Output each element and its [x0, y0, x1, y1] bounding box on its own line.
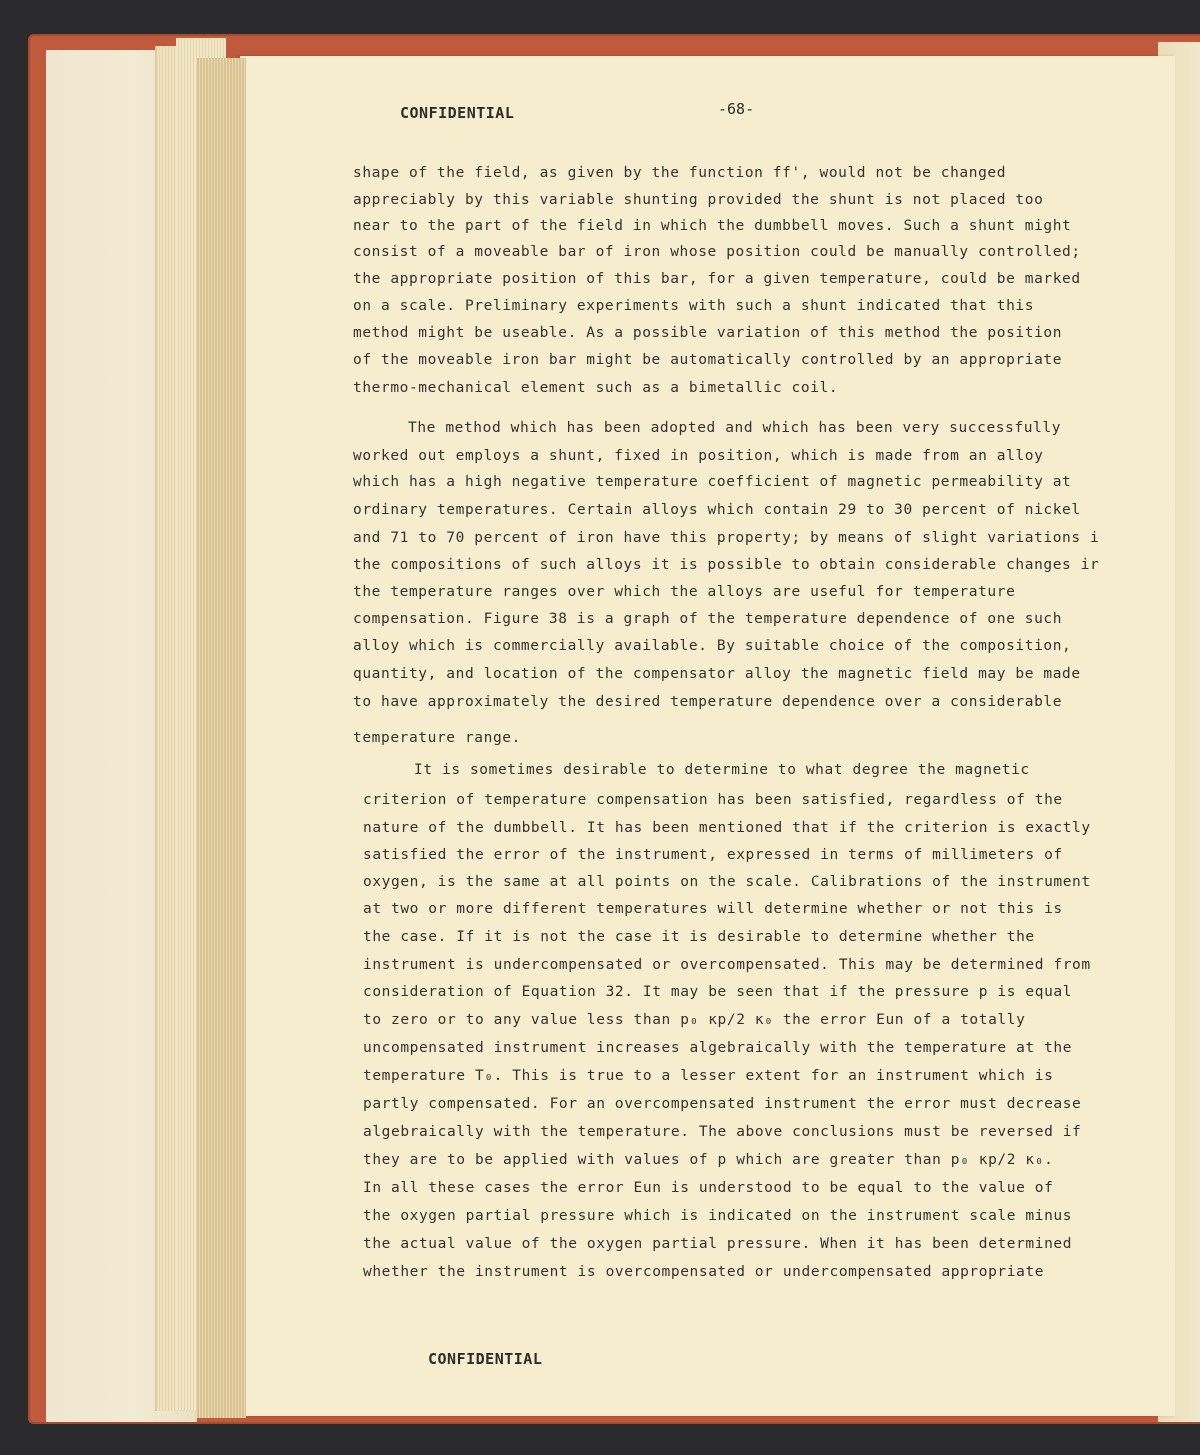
text-line: satisfied the error of the instrument, expressed in terms of millimeters of	[363, 847, 1063, 863]
text-line: algebraically with the temperature. The above conclusions must be reversed if	[363, 1124, 1082, 1140]
text-line: appreciably by this variable shunting provided the shunt is not placed too	[353, 192, 1044, 208]
text-line: consideration of Equation 32. It may be seen that if the pressure p is equal	[363, 984, 1073, 1000]
text-line: criterion of temperature compensation has been satisfied, regardless of the	[363, 792, 1063, 808]
footer-confidential: CONFIDENTIAL	[428, 1350, 543, 1368]
text-line: the oxygen partial pressure which is indicated on the instrument scale minus	[363, 1208, 1073, 1224]
text-line: temperature range.	[353, 730, 521, 746]
text-line: partly compensated. For an overcompensated instrument the error must decrease	[363, 1096, 1082, 1112]
text-line: consist of a moveable bar of iron whose position could be manually controlled;	[353, 244, 1081, 260]
text-line: In all these cases the error Eun is understood to be equal to the value of	[363, 1180, 1054, 1196]
page-number: -68-	[718, 100, 755, 118]
text-line: whether the instrument is overcompensated or undercompensated appropriate	[363, 1264, 1045, 1280]
text-line: It is sometimes desirable to determine to what degree the magnetic	[414, 762, 1030, 778]
text-line: thermo-mechanical element such as a bimetallic coil.	[353, 380, 839, 396]
text-line: instrument is undercompensated or overcompensated. This may be determined from	[363, 957, 1091, 973]
text-line: alloy which is commercially available. By suitable choice of the composition,	[353, 638, 1072, 654]
text-line: ordinary temperatures. Certain alloys which contain 29 to 30 percent of nickel	[353, 502, 1081, 518]
text-line: compensation. Figure 38 is a graph of the temperature dependence of one such	[353, 611, 1063, 627]
text-line: nature of the dumbbell. It has been mentioned that if the criterion is exactly	[363, 820, 1091, 836]
text-line: and 71 to 70 percent of iron have this property; by means of slight variations i	[353, 530, 1100, 546]
text-line: to have approximately the desired temperature dependence over a considerable	[353, 694, 1063, 710]
page-edges	[196, 58, 246, 1418]
text-line: uncompensated instrument increases algebraically with the temperature at the	[363, 1040, 1073, 1056]
text-line: shape of the field, as given by the function ff', would not be changed	[353, 165, 1007, 181]
text-line: which has a high negative temperature coefficient of magnetic permeability at	[353, 474, 1072, 490]
text-line: near to the part of the field in which the dumbbell moves. Such a shunt might	[353, 218, 1072, 234]
text-line: the temperature ranges over which the alloys are useful for temperature	[353, 584, 1016, 600]
text-line: quantity, and location of the compensator alloy the magnetic field may be made	[353, 666, 1081, 682]
text-line: the actual value of the oxygen partial pressure. When it has been determined	[363, 1236, 1073, 1252]
text-line: they are to be applied with values of p which are greater than p₀ κp/2 κ₀.	[363, 1152, 1054, 1168]
text-line: the compositions of such alloys it is possible to obtain considerable changes ir	[353, 557, 1100, 573]
text-line: on a scale. Preliminary experiments with such a shunt indicated that this	[353, 298, 1035, 314]
text-line: the case. If it is not the case it is desirable to determine whether the	[363, 929, 1035, 945]
text-line: of the moveable iron bar might be automatically controlled by an appropriate	[353, 352, 1063, 368]
text-line: worked out employs a shunt, fixed in position, which is made from an alloy	[353, 448, 1044, 464]
text-line: method might be useable. As a possible variation of this method the position	[353, 325, 1063, 341]
header-confidential: CONFIDENTIAL	[400, 104, 515, 122]
text-line: temperature T₀. This is true to a lesser extent for an instrument which is	[363, 1068, 1054, 1084]
text-line: at two or more different temperatures will determine whether or not this is	[363, 901, 1063, 917]
text-line: oxygen, is the same at all points on the scale. Calibrations of the instrument	[363, 874, 1091, 890]
text-line: The method which has been adopted and which has been very successfully	[408, 420, 1062, 436]
text-line: to zero or to any value less than p₀ κp/2 κ₀ the error Eun of a totally	[363, 1012, 1026, 1028]
text-line: the appropriate position of this bar, for a given temperature, could be marked	[353, 271, 1081, 287]
